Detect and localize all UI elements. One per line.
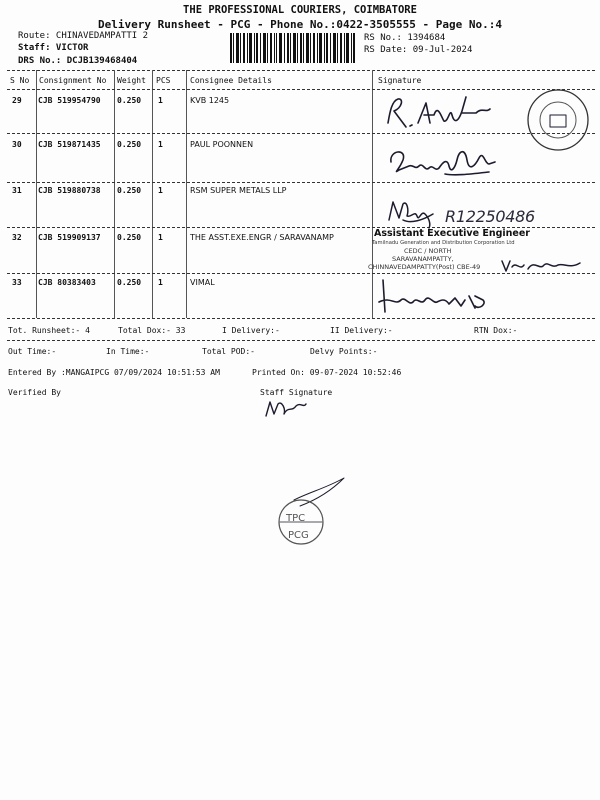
rs-number: RS No.: 1394684	[364, 33, 446, 43]
row-weight: 0.250	[117, 96, 142, 105]
row-sno: 30	[12, 140, 22, 149]
total-pod: Total POD:-	[202, 347, 255, 356]
total-dox: Total Dox:- 33	[118, 326, 186, 335]
column-divider	[186, 70, 187, 318]
row-consignee: VIMAL	[190, 278, 215, 287]
recipient-signature	[378, 93, 503, 133]
column-header-weight: Weight	[117, 76, 146, 85]
row-pcs: 1	[158, 96, 163, 105]
table-top-rule	[7, 70, 595, 71]
row-sno: 31	[12, 186, 22, 195]
column-header-consignment: Consignment No	[39, 76, 107, 85]
row-pcs: 1	[158, 186, 163, 195]
row-consignment: CJB 519880738	[38, 186, 101, 195]
row-sno: 33	[12, 278, 22, 287]
table-bottom-rule	[7, 318, 595, 319]
company-seal-image	[270, 470, 370, 560]
drs-number: DRS No.: DCJB139468404	[18, 56, 138, 66]
first-delivery: I Delivery:-	[222, 326, 280, 335]
recipient-signature	[500, 257, 590, 275]
header-rule	[7, 89, 595, 90]
row-weight: 0.250	[117, 233, 142, 242]
row-weight: 0.250	[117, 186, 142, 195]
delivery-points: Delvy Points:-	[310, 347, 378, 356]
stamp-line: CEDC / NORTH	[404, 247, 452, 255]
row-consignee: PAUL POONNEN	[190, 140, 254, 149]
row-pcs: 1	[158, 278, 163, 287]
stamp-line: CHINNAVEDAMPATTY(Post) CBE-49	[368, 263, 481, 271]
row-consignment: CJB 80383403	[38, 278, 96, 287]
printed-on: Printed On: 09-07-2024 10:52:46	[252, 368, 402, 377]
recipient-signature	[385, 140, 505, 182]
in-time: In Time:-	[106, 347, 150, 356]
stamp-title: Assistant Executive Engineer	[374, 228, 530, 239]
column-header-consignee: Consignee Details	[190, 76, 272, 85]
total-runsheet: Tot. Runsheet:- 4	[8, 326, 90, 335]
row-sno: 32	[12, 233, 22, 242]
column-divider	[114, 70, 115, 318]
handwritten-reference-number: R12250486	[445, 207, 535, 226]
column-header-signature: Signature	[378, 76, 422, 85]
row-sno: 29	[12, 96, 22, 105]
row-weight: 0.250	[117, 278, 142, 287]
row-pcs: 1	[158, 140, 163, 149]
seal-bottom-text: PCG	[288, 530, 309, 541]
row-consignment: CJB 519954790	[38, 96, 101, 105]
seal-top-text: TPC	[286, 513, 306, 524]
column-header-sno: S No	[10, 76, 30, 85]
row-weight: 0.250	[117, 140, 142, 149]
rs-date: RS Date: 09-Jul-2024	[364, 45, 473, 55]
rtn-dox: RTN Dox:-	[474, 326, 518, 335]
stamp-line: SARAVANAMPATTY,	[392, 255, 454, 263]
staff-signature-label: Staff Signature	[260, 388, 333, 397]
totals-rule	[7, 340, 595, 341]
row-rule	[7, 182, 595, 183]
row-consignee: KVB 1245	[190, 96, 230, 105]
row-consignment: CJB 519871435	[38, 140, 101, 149]
column-divider	[36, 70, 37, 318]
company-title: THE PROFESSIONAL COURIERS, COIMBATORE	[183, 4, 417, 16]
barcode-image	[230, 33, 356, 63]
column-divider	[372, 70, 373, 318]
row-consignee: RSM SUPER METALS LLP	[190, 186, 287, 195]
column-divider	[152, 70, 153, 318]
row-consignee: THE ASST.EXE.ENGR / SARAVANAMP	[190, 233, 334, 242]
row-consignment: CJB 519909137	[38, 233, 101, 242]
out-time: Out Time:-	[8, 347, 57, 356]
entered-by: Entered By :MANGAIPCG 07/09/2024 10:51:53 AM	[8, 368, 220, 377]
runsheet-subtitle: Delivery Runsheet - PCG - Phone No.:0422-3505555 - Page No.:4	[98, 18, 502, 31]
recipient-signature	[375, 272, 495, 318]
bank-stamp-image	[520, 87, 596, 153]
row-rule	[7, 133, 595, 134]
verified-by: Verified By	[8, 388, 61, 397]
staff-signature	[262, 396, 312, 422]
recipient-signature	[385, 196, 445, 230]
stamp-line: Tamilnadu Generation and Distribution Corporation Ltd	[372, 240, 515, 246]
column-header-pcs: PCS	[156, 76, 171, 85]
row-pcs: 1	[158, 233, 163, 242]
second-delivery: II Delivery:-	[330, 326, 393, 335]
route-label: Route: CHINAVEDAMPATTI 2	[18, 31, 149, 41]
staff-label: Staff: VICTOR	[18, 43, 89, 53]
